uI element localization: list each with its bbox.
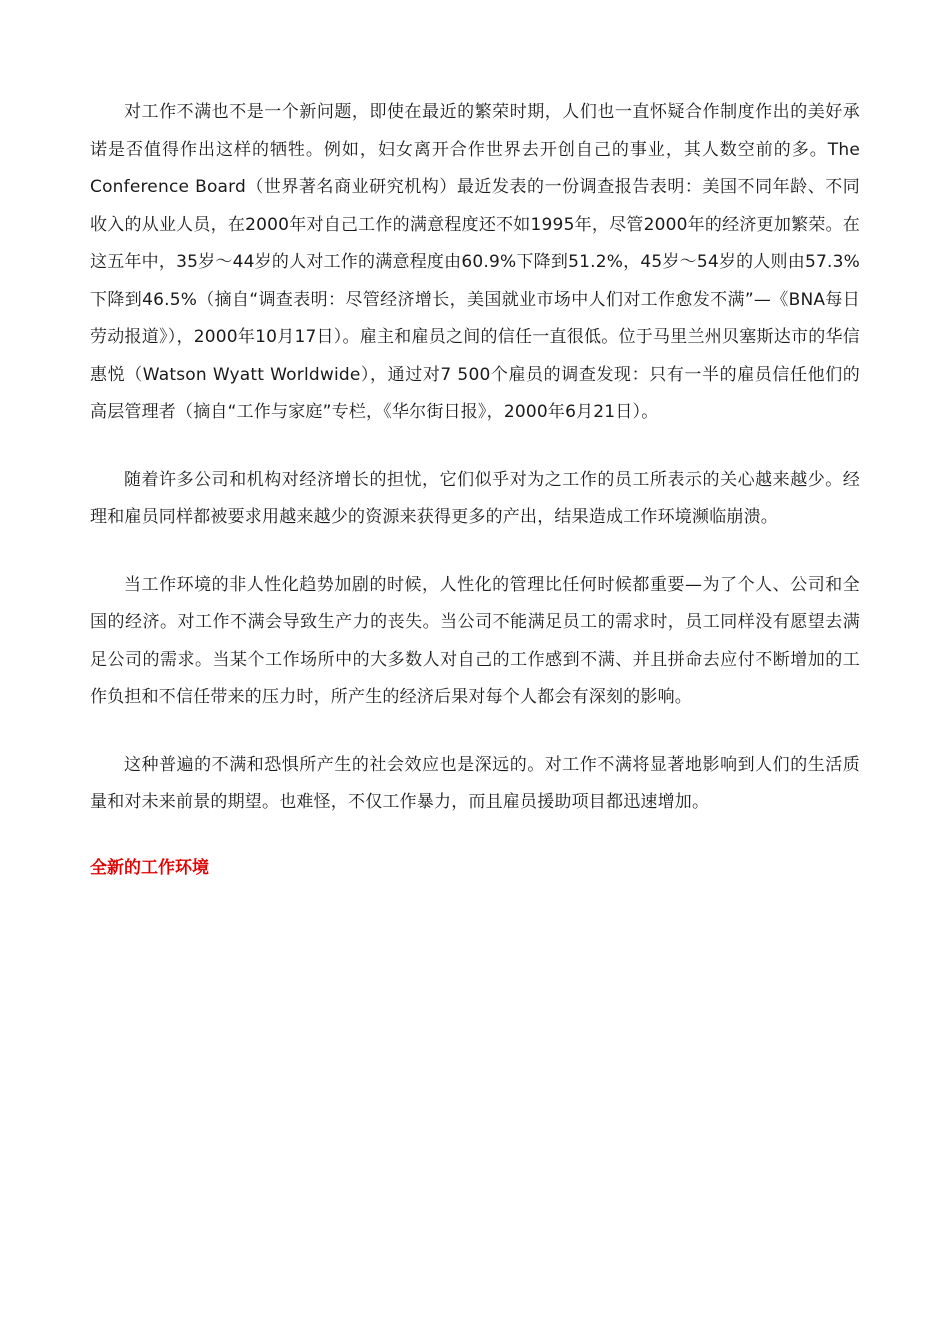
document-page (90, 94, 860, 887)
section-heading: 全新的工作环境 (90, 857, 209, 878)
body-paragraph: 对工作不满也不是一个新问题，即使在最近的繁荣时期，人们也一直怀疑合作制度作出的美好承诺是否值得作出这样的牺牲。例如，妇女离开合作世界去开创自己的事业，其人数空前的多。The Conference Board（世界著名商业研究机构）最近发表的一份调查报告表明：美国不同年龄、不同收入的从业人员，在2000年对自己工作的满意程度还不如1995年，尽管2000年的经济更加繁荣。在这五年中，35岁～44岁的人对工作的满意程度由60.9%下降到51.2%，45岁～54岁的人则由57.3%下降到46.5%（摘自“调查表明：尽管经济增长，美国就业市场中人们对工作愈发不满”—《BNA每日劳动报道》），2000年10月17日）。雇主和雇员之间的信任一直很低。位于马里兰州贝塞斯达市的华信惠悦（Watson Wyatt Worldwide），通过对7 500个雇员的调查发现：只有一半的雇员信任他们的高层管理者（摘自“工作与家庭”专栏，《华尔街日报》，2000年6月21日）。 (90, 102, 860, 422)
body-paragraph: 这种普遍的不满和恐惧所产生的社会效应也是深远的。对工作不满将显著地影响到人们的生活质量和对未来前景的期望。也难怪，不仅工作暴力，而且雇员援助项目都迅速增加。 (90, 754, 860, 812)
body-paragraph: 当工作环境的非人性化趋势加剧的时候，人性化的管理比任何时候都重要—为了个人、公司和全国的经济。对工作不满会导致生产力的丧失。当公司不能满足员工的需求时，员工同样没有愿望去满足公司的需求。当某个工作场所中的大多数人对自己的工作感到不满、并且拼命去应付不断增加的工作负担和不信任带来的压力时，所产生的经济后果对每个人都会有深刻的影响。 (90, 574, 860, 707)
body-paragraph: 随着许多公司和机构对经济增长的担忧，它们似乎对为之工作的员工所表示的关心越来越少。经理和雇员同样都被要求用越来越少的资源来获得更多的产出，结果造成工作环境濒临崩溃。 (90, 469, 860, 527)
